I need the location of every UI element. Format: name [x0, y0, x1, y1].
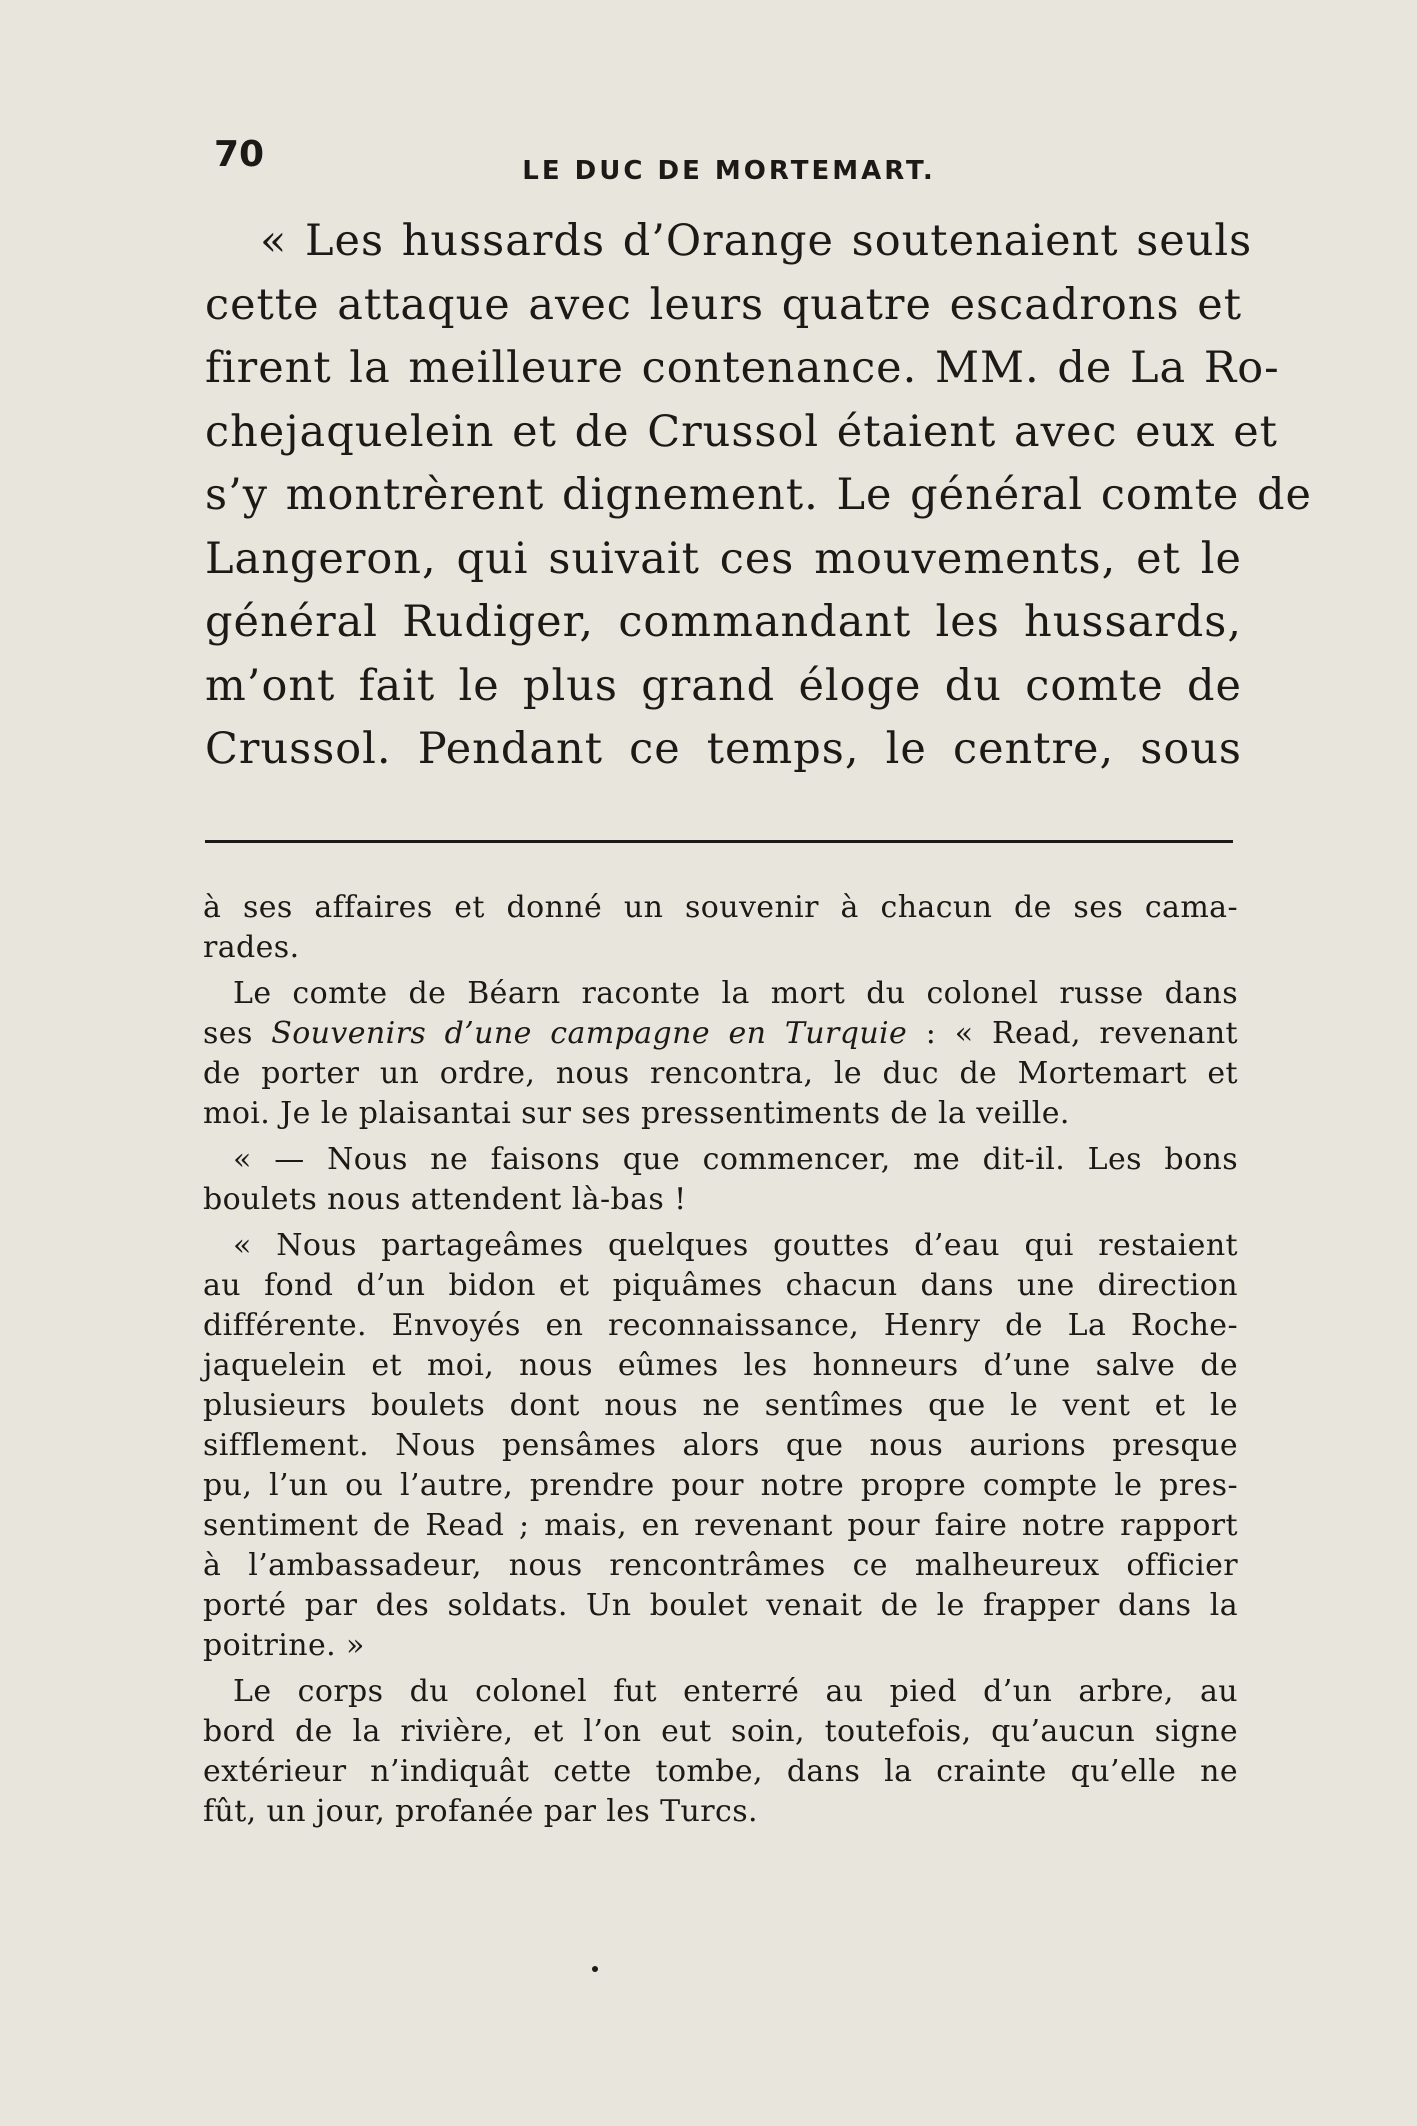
footnote-line: sentiment de Read ; mais, en revenant pour faire notre rapport — [203, 1508, 1238, 1543]
body-line: général Rudiger, commandant les hussards, — [205, 597, 1242, 647]
footnote-line: plusieurs boulets dont nous ne sentîmes que le vent et le — [203, 1388, 1238, 1423]
footnote-line: sifflement. Nous pensâmes alors que nous aurions presque — [203, 1428, 1238, 1463]
body-line: m’ont fait le plus grand éloge du comte de — [205, 660, 1242, 711]
main-text — [205, 210, 1312, 782]
footnote-text: ses — [203, 1016, 253, 1051]
footnote-line: boulets nous attendent là-bas ! — [203, 1182, 687, 1217]
footnote-line: fût, un jour, profanée par les Turcs. — [203, 1794, 758, 1829]
footnote-line: jaquelein et moi, nous eûmes les honneurs d’une salve de — [203, 1348, 1238, 1383]
footnote-line: à ses affaires et donné un souvenir à chacun de ses cama- — [203, 890, 1238, 925]
body-line: « Les hussards d’Orange soutenaient seuls — [260, 216, 1253, 266]
body-line: cette attaque avec leurs quatre escadrons et — [205, 279, 1242, 330]
body-line: Crussol. Pendant ce temps, le centre, sous — [205, 724, 1242, 774]
footnote-line: de porter un ordre, nous rencontra, le duc de Mortemart et — [203, 1056, 1238, 1091]
paper-speck — [592, 1966, 598, 1972]
footnotes — [203, 888, 1238, 1832]
footnote-line: différente. Envoyés en reconnaissance, Henry de La Roche- — [203, 1308, 1238, 1343]
footnote-line — [203, 1014, 1238, 1054]
footnote-line: pu, l’un ou l’autre, prendre pour notre propre compte le pres- — [203, 1468, 1238, 1503]
footnote-line: extérieur n’indiquât cette tombe, dans la crainte qu’elle ne — [203, 1754, 1238, 1789]
footnote-line: bord de la rivière, et l’on eut soin, toutefois, qu’aucun signe — [203, 1714, 1238, 1749]
body-line: Langeron, qui suivait ces mouvements, et le — [205, 533, 1242, 584]
footnote-line: au fond d’un bidon et piquâmes chacun dans une direction — [203, 1268, 1238, 1303]
footnote-line: Le comte de Béarn raconte la mort du colonel russe dans — [233, 976, 1238, 1011]
footnote-line: porté par des soldats. Un boulet venait de le frapper dans la — [203, 1588, 1238, 1623]
page-header — [214, 134, 1244, 184]
footnote-line: à l’ambassadeur, nous rencontrâmes ce malheureux officier — [203, 1548, 1238, 1583]
page-number: 70 — [214, 134, 265, 175]
footnote-line: rades. — [203, 930, 300, 965]
book-title: Souvenirs d’une campagne en Turquie — [271, 1016, 908, 1051]
footnote-line: « — Nous ne faisons que commencer, me dit-il. Les bons — [233, 1142, 1238, 1177]
running-title: LE DUC DE MORTEMART. — [522, 156, 936, 186]
body-line: s’y montrèrent dignement. Le général comte de — [205, 470, 1312, 520]
footnote-line: Le corps du colonel fut enterré au pied d’un arbre, au — [233, 1674, 1238, 1709]
footnote-text: : « Read, revenant — [925, 1016, 1239, 1051]
body-line: firent la meilleure contenance. MM. de La Ro- — [205, 343, 1280, 393]
body-line: chejaquelein et de Crussol étaient avec eux et — [205, 406, 1278, 457]
footnote-line: moi. Je le plaisantai sur ses pressentiments de la veille. — [203, 1096, 1070, 1131]
footnote-line: poitrine. » — [203, 1628, 365, 1663]
footnote-line: « Nous partageâmes quelques gouttes d’eau qui restaient — [233, 1228, 1238, 1263]
footnote-separator — [205, 840, 1233, 843]
